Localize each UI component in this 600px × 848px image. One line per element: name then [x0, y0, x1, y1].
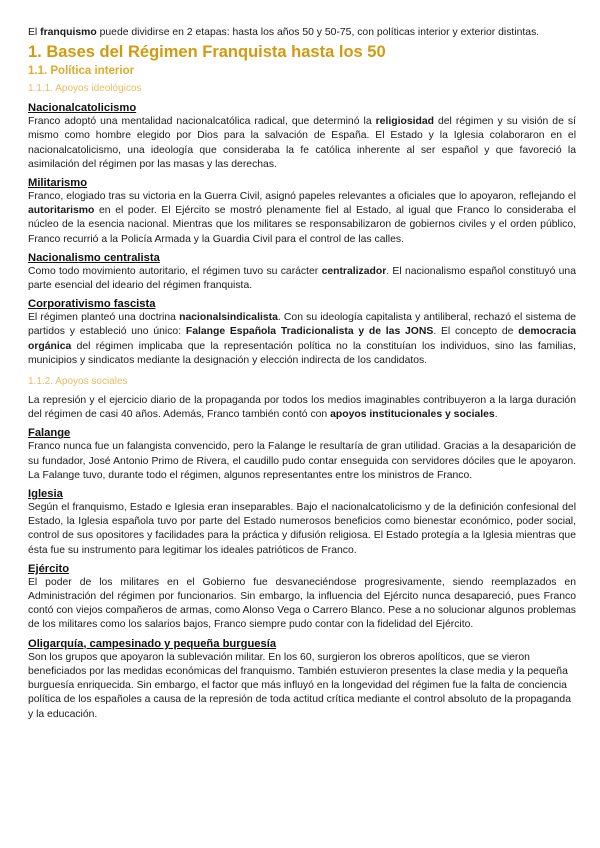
- paragraph-nacionalismo: Como todo movimiento autoritario, el régimen tuvo su carácter centralizador. El nacionalismo español constituyó una parte esencial del ideario del régimen franquista.: [28, 265, 576, 292]
- heading-falange: Falange: [28, 427, 71, 440]
- subsection-title: 1.1. Política interior: [28, 65, 135, 78]
- subsubsection-title-ideologicos: 1.1.1. Apoyos ideológicos: [28, 83, 142, 95]
- subsubsection-title-sociales: 1.1.2. Apoyos sociales: [28, 376, 128, 388]
- paragraph-falange: Franco nunca fue un falangista convencido, pero la Falange le resultaría de gran utilidad. Gracias a la desaparición de su fundador, José Antonio Primo de Rivera, el caudillo pudo contar enseguida con servidores dóciles que le apoyaron. La Falange tuvo, durante todo el régimen, algunos representantes entre los ministros de Franco.: [28, 441, 576, 481]
- paragraph-nacionalcatolicismo: Franco adoptó una mentalidad nacionalcatólica radical, que determinó la religiosidad del régimen y su visión de sí mismo como hombre elegido por Dios para la salvación de España. El Estado y la Iglesia colaboraron en el nacionalcatolicismo, una ideología que consideraba la fe católica inherente al ser español y que favoreció la asimilación del régimen por las masas y las derechas.: [28, 116, 576, 170]
- paragraph-corporativismo: El régimen planteó una doctrina nacionalsindicalista. Con su ideología capitalista y antiliberal, rechazó el sistema de partidos y estableció uno único: Falange Española Tradicionalista y de las JONS. El concepto de democracia orgánica del régimen implicaba que la representación política no la constituían los individuos, sino las familias, municipios y sindicatos mediante la designación y elección indirecta de los candidatos.: [28, 312, 576, 366]
- heading-nacionalcatolicismo: Nacionalcatolicismo: [28, 102, 137, 115]
- section-title: 1. Bases del Régimen Franquista hasta los 50: [28, 43, 386, 62]
- heading-oligarquia: Oligarquía, campesinado y pequeña burguesía: [28, 637, 277, 650]
- document-page: [28, 26, 576, 726]
- heading-iglesia: Iglesia: [28, 488, 63, 501]
- paragraph-iglesia: Según el franquismo, Estado e Iglesia eran inseparables. Bajo el nacionalcatolicismo y de la definición confesional del Estado, la Iglesia española tuvo por parte del Estado numerosos beneficios como bienestar económico, poder social, control de sus opositores y facilidades para la práctica y difusión religiosa. El Estado protegía a la Iglesia mientras que ésta fue su instrumento para legitimar los ideales patrióticos de Franco.: [28, 502, 576, 556]
- paragraph-ejercito: El poder de los militares en el Gobierno fue desvaneciéndose progresivamente, siendo reemplazados en Administración del régimen por funcionarios. Sin embargo, la influencia del Ejército nunca desapareció, pues Franco contó con viejos compañeros de armas, como Alonso Vega o Carrero Blanco. Pese a no solucionar algunos problemas de los militares como los salarios bajos, Franco siempre pudo contar con la fidelidad del Ejército.: [28, 576, 576, 631]
- paragraph-sociales: La represión y el ejercicio diario de la propaganda por todos los medios imaginables contribuyeron a la larga duración del régimen de casi 40 años. Además, Franco también contó con apoyos institucionales y sociales.: [28, 395, 576, 421]
- paragraph-oligarquia: Son los grupos que apoyaron la sublevación militar. En los 60, surgieron los obreros apolíticos, que se vieron beneficiados por las medidas económicas del franquismo. También estuvieron presentes la clase media y la pequeña burguesía enriquecida. Sin embargo, el factor que más influyó en la longevidad del régimen fue la falta de conciencia política de los españoles a causa de la represión de toda actitud crítica mediante el control absoluto de la propaganda y la educación.: [28, 651, 571, 720]
- heading-nacionalismo: Nacionalismo centralista: [28, 251, 160, 264]
- paragraph-militarismo: Franco, elogiado tras su victoria en la Guerra Civil, asignó papeles relevantes a oficiales que lo apoyaron, reflejando el autoritarismo en el poder. El Ejército se mostró plenamente fiel al Estado, al igual que Franco lo consideraba el núcleo de la esencia nacional. Mientras que los militares se responsabilizaron de gobiernos civiles y el orden público, Franco recurrió a la Policía Armada y la Guardia Civil para el control de las calles.: [28, 191, 576, 245]
- heading-militarismo: Militarismo: [28, 177, 88, 190]
- heading-corporativismo: Corporativismo fascista: [28, 298, 156, 311]
- intro-paragraph: El franquismo puede dividirse en 2 etapas: hasta los años 50 y 50-75, con políticas interior y exterior distintas.: [28, 27, 540, 38]
- heading-ejercito: Ejército: [28, 562, 70, 575]
